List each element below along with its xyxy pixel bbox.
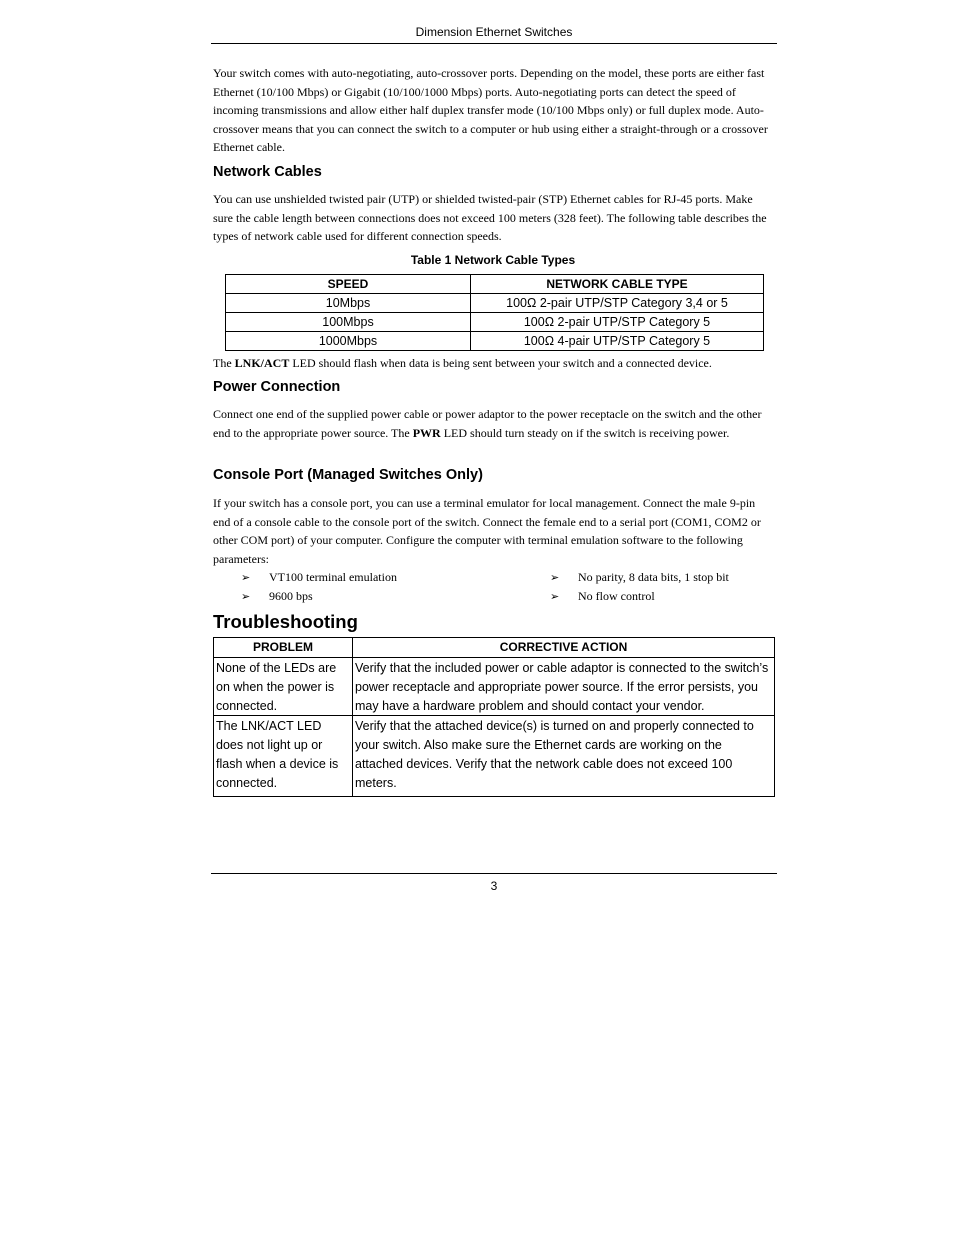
table-row bbox=[226, 294, 764, 313]
column-header-corrective-action: CORRECTIVE ACTION bbox=[353, 638, 775, 658]
action-cell: Verify that the attached device(s) is turned on and properly connected to your switch. Also make sure the Ethernet cards are working on the attached devices. Verify that the network cable does not exceed 100 meters. bbox=[353, 716, 775, 797]
cable-type-cell: 100Ω 4-pair UTP/STP Category 5 bbox=[471, 332, 764, 351]
table-row bbox=[226, 313, 764, 332]
led-note bbox=[213, 354, 773, 373]
arrow-bullet-icon: ➢ bbox=[241, 590, 251, 603]
cable-type-cell: 100Ω 2-pair UTP/STP Category 3,4 or 5 bbox=[471, 294, 764, 313]
table-header-row bbox=[226, 275, 764, 294]
param-text: No parity, 8 data bits, 1 stop bit bbox=[578, 570, 729, 584]
intro-paragraph: Your switch comes with auto-negotiating, auto-crossover ports. Depending on the model, these ports are either fast Ethernet (10/100 Mbps) or Gigabit (10/100/1000 Mbps) ports. Auto-negotiating ports can detect the speed of incoming transmissions and allow either half duplex transfer mode (10/100 Mbps only) or full duplex mode. Auto-crossover means that you can connect the switch to a computer or hub using either a straight-through or a crossover Ethernet cable. bbox=[213, 66, 768, 155]
speed-cell: 100Mbps bbox=[226, 313, 471, 332]
param-item bbox=[241, 589, 313, 604]
troubleshooting-heading: Troubleshooting bbox=[213, 611, 358, 632]
table-row bbox=[226, 332, 764, 351]
header-rule bbox=[211, 43, 777, 44]
running-header: Dimension Ethernet Switches bbox=[415, 25, 573, 39]
problem-cell: None of the LEDs are on when the power is connected. bbox=[214, 658, 353, 716]
problem-cell: The LNK/ACT LED does not light up or flash when a device is connected. bbox=[214, 716, 353, 797]
table-row bbox=[214, 716, 775, 797]
param-item bbox=[550, 589, 655, 604]
param-text: 9600 bps bbox=[269, 589, 313, 603]
led-name: LNK/ACT bbox=[234, 356, 290, 370]
arrow-bullet-icon: ➢ bbox=[550, 571, 560, 584]
page-number: 3 bbox=[490, 879, 498, 893]
power-paragraph-pre: Connect one end of the supplied power cable or power adaptor to the power receptacle on the switch and the other end to the appropriate power source. The bbox=[213, 407, 762, 440]
power-connection-paragraph bbox=[213, 405, 773, 442]
speed-cell: 10Mbps bbox=[226, 294, 471, 313]
network-cables-heading: Network Cables bbox=[213, 164, 322, 180]
power-connection-heading: Power Connection bbox=[213, 379, 341, 395]
network-cables-paragraph: You can use unshielded twisted pair (UTP) or shielded twisted-pair (STP) Ethernet cables for RJ-45 ports. Make sure the cable length between connections does not exceed 100 meters (328 feet). The following table describes the types of network cable used for different connection speeds. bbox=[213, 192, 767, 244]
param-item bbox=[550, 570, 729, 585]
console-port-paragraph: If your switch has a console port, you can use a terminal emulator for local management. Connect the male 9-pin end of a console cable to the console port of the switch. Connect the female end to a serial port (COM1, COM2 or other COM port) of your computer. Configure the computer with terminal emulation software to the following parameters: bbox=[213, 496, 761, 566]
troubleshooting-table bbox=[213, 637, 775, 797]
cable-type-cell: 100Ω 2-pair UTP/STP Category 5 bbox=[471, 313, 764, 332]
pwr-led-name: PWR bbox=[412, 425, 441, 440]
table-row bbox=[214, 658, 775, 716]
led-note-post: LED should flash when data is being sent between your switch and a connected device. bbox=[289, 356, 712, 370]
arrow-bullet-icon: ➢ bbox=[241, 571, 251, 584]
console-port-heading: Console Port (Managed Switches Only) bbox=[213, 467, 483, 483]
column-header-cable-type: NETWORK CABLE TYPE bbox=[471, 275, 764, 294]
arrow-bullet-icon: ➢ bbox=[550, 590, 560, 603]
table-caption: Table 1 Network Cable Types bbox=[410, 253, 576, 267]
param-text: No flow control bbox=[578, 589, 655, 603]
column-header-problem: PROBLEM bbox=[214, 638, 353, 658]
action-cell: Verify that the included power or cable adaptor is connected to the switch’s power receptacle and appropriate power source. If the error persists, you may have a hardware problem and should contact your vendor. bbox=[353, 658, 775, 716]
table-header-row bbox=[214, 638, 775, 658]
network-cable-table bbox=[225, 274, 764, 351]
footer-rule bbox=[211, 873, 777, 874]
param-item bbox=[241, 570, 397, 585]
param-text: VT100 terminal emulation bbox=[269, 570, 397, 584]
speed-cell: 1000Mbps bbox=[226, 332, 471, 351]
led-note-pre: The bbox=[213, 356, 235, 370]
power-paragraph-post: LED should turn steady on if the switch is receiving power. bbox=[440, 425, 730, 440]
column-header-speed: SPEED bbox=[226, 275, 471, 294]
